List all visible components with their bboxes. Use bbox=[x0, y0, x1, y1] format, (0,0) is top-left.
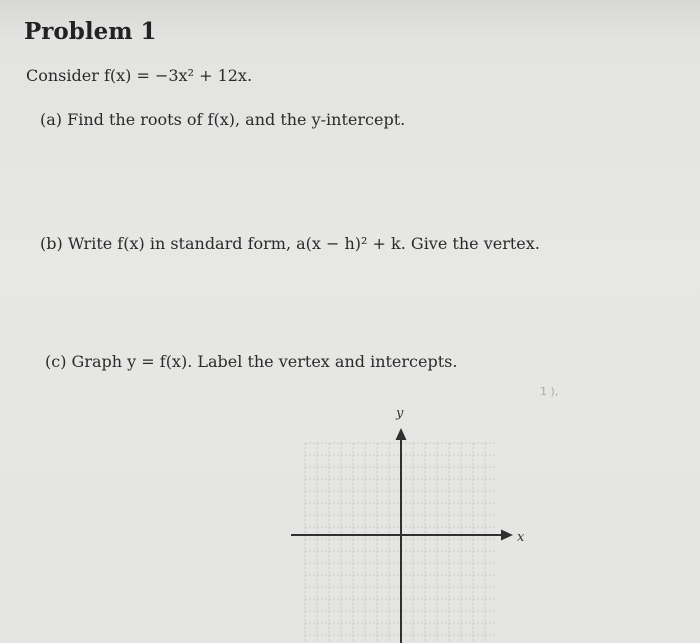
part-b-text: Write f(x) in standard form, a(x − h)² + k. Give the vertex. bbox=[67, 234, 540, 253]
problem-title: Problem 1 bbox=[24, 18, 157, 45]
part-c-label: (c) bbox=[45, 352, 67, 371]
part-b bbox=[40, 234, 540, 253]
y-axis-label: y bbox=[396, 406, 404, 421]
part-b-label: (b) bbox=[40, 234, 63, 253]
coordinate-grid bbox=[285, 398, 545, 643]
part-a-label: (a) bbox=[40, 110, 63, 129]
problem-statement: Consider f(x) = −3x² + 12x. bbox=[26, 66, 253, 85]
margin-mark: 1 ), bbox=[540, 385, 559, 398]
part-a-text: Find the roots of f(x), and the y-intercept. bbox=[67, 110, 406, 129]
x-axis-label: x bbox=[517, 530, 525, 545]
y-axis-arrow-icon bbox=[396, 428, 407, 440]
x-axis-arrow-icon bbox=[501, 530, 513, 541]
part-c-text: Graph y = f(x). Label the vertex and intercepts. bbox=[71, 352, 458, 371]
part-c bbox=[45, 352, 457, 371]
part-a bbox=[40, 110, 405, 129]
